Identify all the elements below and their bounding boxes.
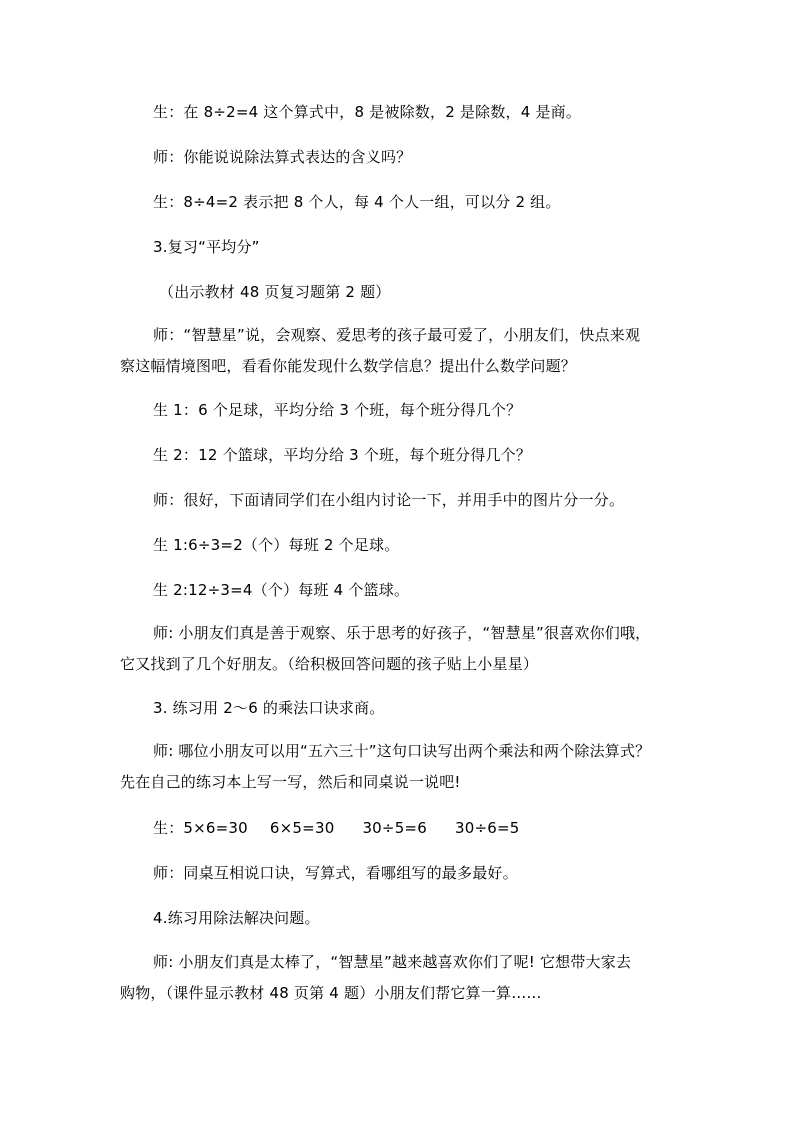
formula-item: 30÷6=5 [454,819,520,837]
paragraph-student-formulas [153,812,684,844]
paragraph-teacher-task-line-1: 师: 哪位小朋友可以用“五六三十”这句口诀写出两个乘法和两个除法算式？ [153,742,651,760]
paragraph-teacher-praise-line-1: 师: 小朋友们真是善于观察、乐于思考的好孩子，“智慧星”很喜欢你们哦， [153,624,651,642]
paragraph-teacher-prompt-line-1: 师：“智慧星”说，会观察、爱思考的孩子最可爱了，小朋友们，快点来观 [153,326,641,344]
paragraph-teacher-praise-line-2: 它又找到了几个好朋友。（给积极回答问题的孩子贴上小星星） [120,655,539,673]
paragraph-student-answer-2: 生：8÷4=2 表示把 8 个人，每 4 个人一组，可以分 2 组。 [153,193,561,211]
paragraph-student-2-question: 生 2：12 个篮球，平均分给 3 个班，每个班分得几个？ [153,446,532,464]
paragraph-teacher-pair-work: 师：同桌互相说口诀，写算式，看哪组写的最多最好。 [153,864,518,882]
paragraph-teacher-shopping-line-2: 购物，（课件显示教材 48 页第 4 题）小朋友们帮它算一算…… [120,984,542,1002]
section-heading-multiplication-table: 3. 练习用 2～6 的乘法口诀求商。 [153,699,385,717]
formula-prefix: 生： [153,819,184,837]
paragraph-student-1-question: 生 1：6 个足球，平均分给 3 个班，每个班分得几个？ [153,401,522,419]
section-heading-word-problems: 4.练习用除法解决问题。 [153,909,320,927]
formula-item: 30÷5=6 [362,819,427,837]
paragraph-student-answer-1: 生：在 8÷2=4 这个算式中，8 是被除数，2 是除数，4 是商。 [153,103,582,121]
formula-item: 6×5=30 [269,819,335,837]
formula-item: 5×6=30 [183,819,248,837]
paragraph-student-1-answer: 生 1:6÷3=2（个）每班 2 个足球。 [153,536,400,554]
paragraph-teacher-task-line-2: 先在自己的练习本上写一写，然后和同桌说一说吧! [120,773,461,791]
section-heading-review-division: 3.复习“平均分” [153,238,260,256]
paragraph-textbook-note: （出示教材 48 页复习题第 2 题） [159,283,391,301]
paragraph-teacher-prompt-line-2: 察这幅情境图吧，看看你能发现什么数学信息？提出什么数学问题？ [120,357,577,375]
paragraph-teacher-shopping-line-1: 师: 小朋友们真是太棒了，“智慧星”越来越喜欢你们了呢! 它想带大家去 [153,953,632,971]
paragraph-teacher-instruction: 师：很好，下面请同学们在小组内讨论一下，并用手中的图片分一分。 [153,491,625,509]
paragraph-student-2-answer: 生 2:12÷3=4（个）每班 4 个篮球。 [153,581,410,599]
paragraph-teacher-question-1: 师：你能说说除法算式表达的含义吗？ [153,148,412,166]
